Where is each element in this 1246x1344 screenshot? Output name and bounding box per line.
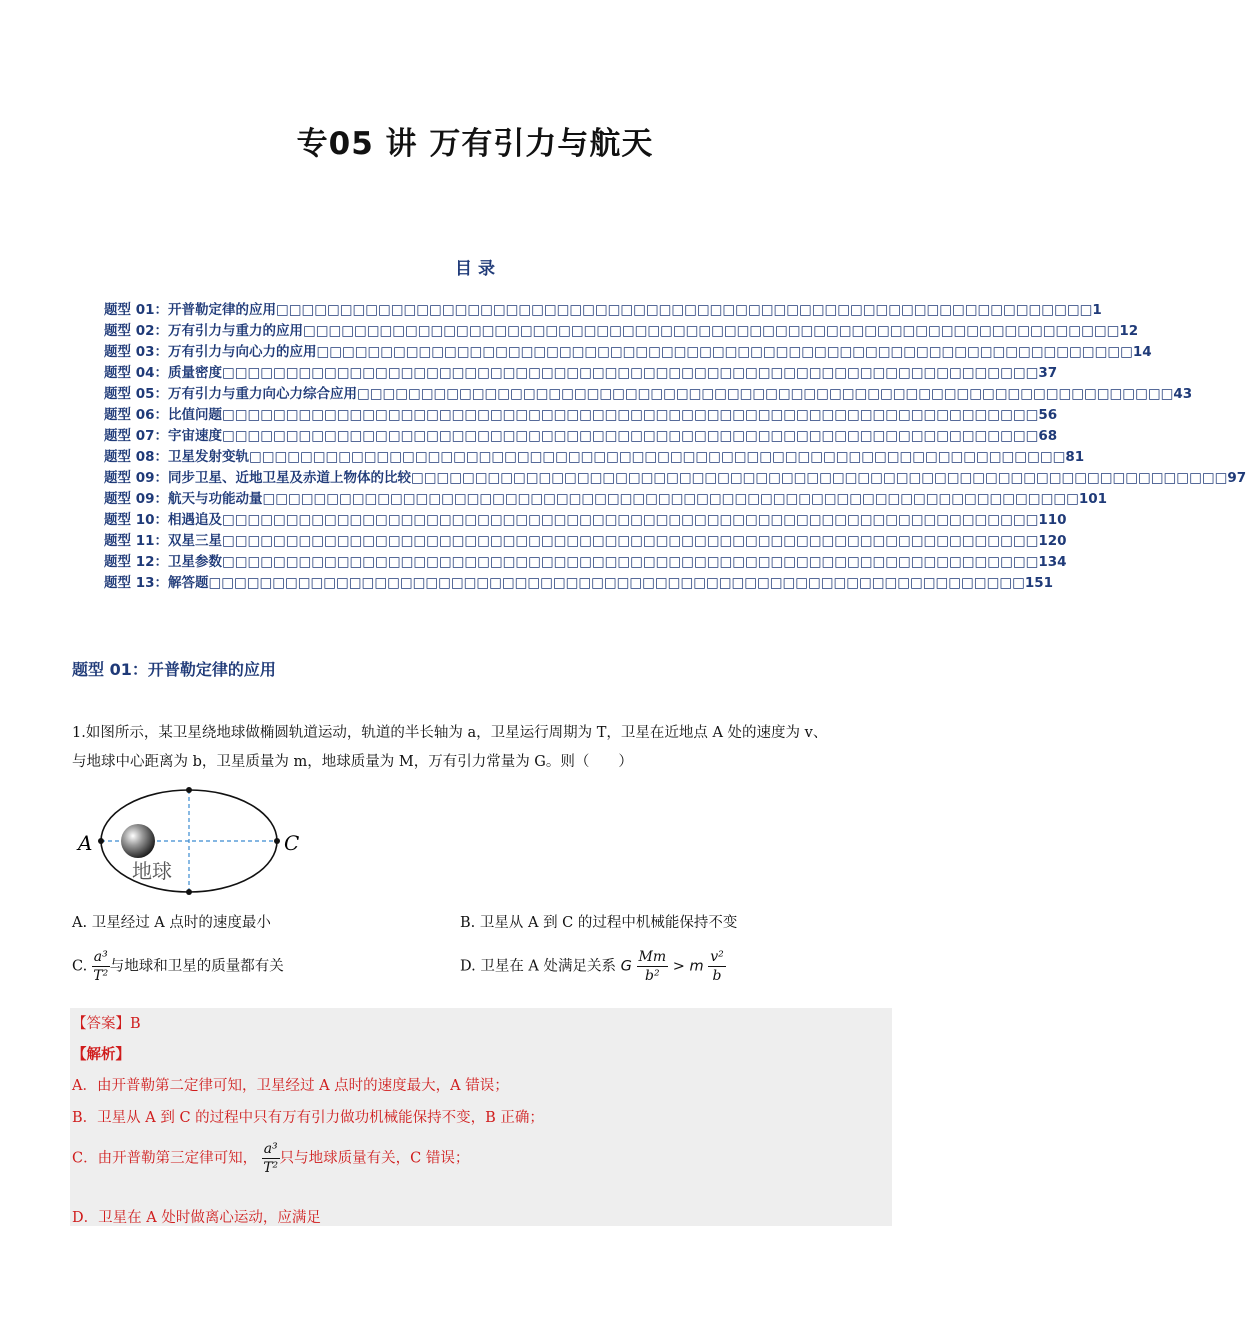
answer-line: 【答案】B <box>72 1016 141 1032</box>
toc-item[interactable]: 题型 08：卫星发射变轨 □□□□□□□□□□□□□□□□□□□□□□□□□□□□□□□□□□□□□□□□□□□□□□□□□□□□□□□□□□□□□□□□ 81 <box>104 449 1085 465</box>
page-title: 专05 讲 万有引力与航天 <box>296 126 654 162</box>
toc-item[interactable]: 题型 11：双星三星 □□□□□□□□□□□□□□□□□□□□□□□□□□□□□□□□□□□□□□□□□□□□□□□□□□□□□□□□□□□□□□□□ 120 <box>104 533 1067 549</box>
fraction-a3-t2-analysis: $\frac{\text{a³}}{\text{T²}}$ <box>263 1141 279 1176</box>
option-a[interactable]: A. 卫星经过 A 点时的速度最小 <box>72 915 271 931</box>
toc-item[interactable]: 题型 03：万有引力与向心力的应用 □□□□□□□□□□□□□□□□□□□□□□□□□□□□□□□□□□□□□□□□□□□□□□□□□□□□□□□□□□□□□□□□ 14 <box>104 344 1152 360</box>
toc-heading: 目 录 <box>455 259 495 279</box>
label-a: A <box>78 831 93 855</box>
question-line-2: 与地球中心距离为 b，卫星质量为 m，地球质量为 M，万有引力常量为 G。则（ ） <box>72 754 633 770</box>
analysis-label: 【解析】 <box>72 1046 130 1063</box>
analysis-a: A．由开普勒第二定律可知，卫星经过 A 点时的速度最大，A 错误； <box>72 1078 509 1094</box>
fraction-mm-b2: $\frac{Mm}{\text{b²}}$ <box>638 949 667 984</box>
toc-item[interactable]: 题型 12：卫星参数 □□□□□□□□□□□□□□□□□□□□□□□□□□□□□□□□□□□□□□□□□□□□□□□□□□□□□□□□□□□□□□□□ 134 <box>104 554 1067 570</box>
toc-item[interactable]: 题型 05：万有引力与重力向心力综合应用 □□□□□□□□□□□□□□□□□□□□□□□□□□□□□□□□□□□□□□□□□□□□□□□□□□□□□□□□□□□□□□□□ 43 <box>104 386 1193 402</box>
table-of-contents <box>104 300 1246 594</box>
point-bottom <box>186 889 192 895</box>
point-c <box>274 838 280 844</box>
point-top <box>186 787 192 793</box>
analysis-b: B．卫星从 A 到 C 的过程中只有万有引力做功机械能保持不变，B 正确； <box>72 1110 544 1126</box>
analysis-d: D．卫星在 A 处时做离心运动，应满足 <box>72 1210 321 1226</box>
toc-item[interactable]: 题型 01：开普勒定律的应用 □□□□□□□□□□□□□□□□□□□□□□□□□□□□□□□□□□□□□□□□□□□□□□□□□□□□□□□□□□□□□□□□ 1 <box>104 302 1102 318</box>
analysis-c: C．由开普勒第三定律可知， $\frac{\text{a³}}{\text{T²}}$ 只与地球质量有关，C 错误； <box>72 1141 470 1176</box>
fraction-v2-b: $\frac{\text{v²}}{b}$ <box>710 949 724 984</box>
option-b[interactable]: B. 卫星从 A 到 C 的过程中机械能保持不变 <box>460 915 738 931</box>
toc-item[interactable]: 题型 10：相遇追及 □□□□□□□□□□□□□□□□□□□□□□□□□□□□□□□□□□□□□□□□□□□□□□□□□□□□□□□□□□□□□□□□ 110 <box>104 512 1067 528</box>
label-earth: 地球 <box>132 859 172 883</box>
toc-item[interactable]: 题型 13：解答题 □□□□□□□□□□□□□□□□□□□□□□□□□□□□□□□□□□□□□□□□□□□□□□□□□□□□□□□□□□□□□□□□ 151 <box>104 575 1054 591</box>
section-title: 题型 01：开普勒定律的应用 <box>72 660 276 679</box>
fraction-a3-t2: $\frac{\text{a³}}{\text{T²}}$ <box>93 949 109 984</box>
orbit-diagram <box>72 783 312 898</box>
question-stem <box>72 719 892 777</box>
toc-item[interactable]: 题型 02：万有引力与重力的应用 □□□□□□□□□□□□□□□□□□□□□□□□□□□□□□□□□□□□□□□□□□□□□□□□□□□□□□□□□□□□□□□□ 12 <box>104 323 1139 339</box>
earth-sphere <box>121 824 155 858</box>
point-a <box>98 838 104 844</box>
toc-item[interactable]: 题型 06：比值问题 □□□□□□□□□□□□□□□□□□□□□□□□□□□□□□□□□□□□□□□□□□□□□□□□□□□□□□□□□□□□□□□□ 56 <box>104 407 1058 423</box>
toc-item[interactable]: 题型 04：质量密度 □□□□□□□□□□□□□□□□□□□□□□□□□□□□□□□□□□□□□□□□□□□□□□□□□□□□□□□□□□□□□□□□ 37 <box>104 365 1058 381</box>
question-line-1: 1.如图所示，某卫星绕地球做椭圆轨道运动，轨道的半长轴为 a，卫星运行周期为 T，卫星在近地点 A 处的速度为 v、 <box>72 725 828 741</box>
option-d[interactable]: D. 卫星在 A 处满足关系 G $\frac{Mm}{\text{b²}}$ > m $\frac{\text{v²}}{b}$ <box>460 949 724 984</box>
option-c[interactable]: C. $\frac{\text{a³}}{\text{T²}}$ 与地球和卫星的质量都有关 <box>72 949 284 984</box>
label-c: C <box>284 831 300 855</box>
toc-item[interactable]: 题型 07：宇宙速度 □□□□□□□□□□□□□□□□□□□□□□□□□□□□□□□□□□□□□□□□□□□□□□□□□□□□□□□□□□□□□□□□ 68 <box>104 428 1058 444</box>
toc-item[interactable]: 题型 09：航天与功能动量 □□□□□□□□□□□□□□□□□□□□□□□□□□□□□□□□□□□□□□□□□□□□□□□□□□□□□□□□□□□□□□□□ 101 <box>104 491 1108 507</box>
toc-item[interactable]: 题型 09：同步卫星、近地卫星及赤道上物体的比较 □□□□□□□□□□□□□□□□□□□□□□□□□□□□□□□□□□□□□□□□□□□□□□□□□□□□□□□□□□□□□□□□ 97 <box>104 470 1246 486</box>
